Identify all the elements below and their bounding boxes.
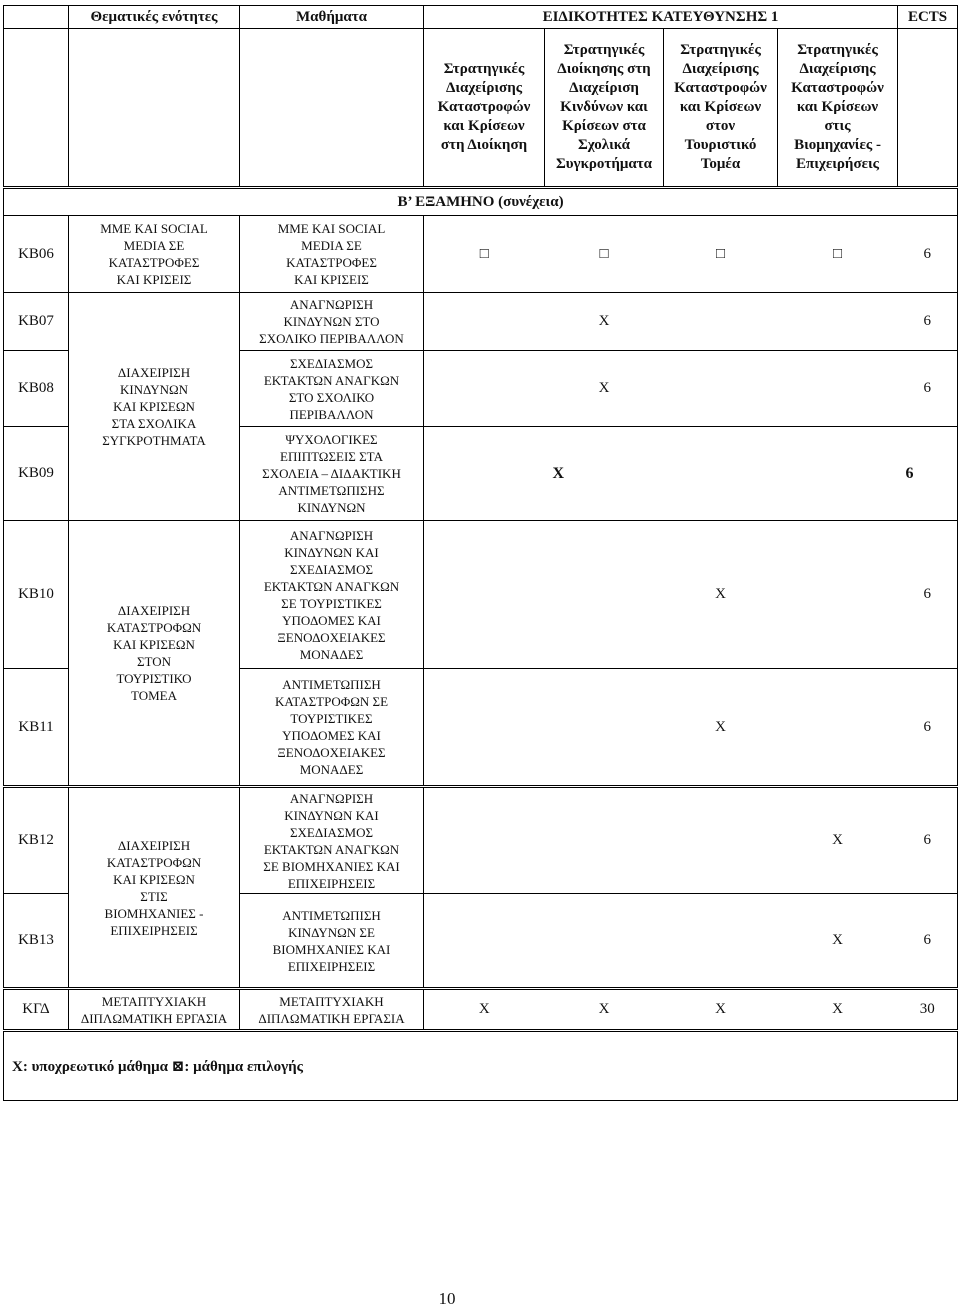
header-blank-cell (4, 29, 69, 188)
course-code: ΚΒ11 (4, 669, 69, 787)
specialization-name: Στρατηγικές Διαχείρισης Καταστροφών και Κρίσεων στις Βιομηχανίες - Επιχειρήσεις (778, 29, 898, 188)
specializations-row (4, 29, 958, 188)
specialization-mark (664, 351, 778, 427)
course-code: ΚΒ06 (4, 216, 69, 293)
course-code: ΚΒ09 (4, 427, 69, 521)
specialization-mark: X (778, 787, 898, 894)
course-code: ΚΒ08 (4, 351, 69, 427)
course-title: ΑΝΑΓΝΩΡΙΣΗ ΚΙΝΔΥΝΩΝ ΚΑΙ ΣΧΕΔΙΑΣΜΟΣ ΕΚΤΑΚΤΩΝ ΑΝΑΓΚΩΝ ΣΕ ΒΙΟΜΗΧΑΝΙΕΣ ΚΑΙ ΕΠΙΧΕΙΡΗΣΕΙΣ (240, 787, 424, 894)
specialization-mark (778, 669, 898, 787)
course-title: ΑΝΑΓΝΩΡΙΣΗ ΚΙΝΔΥΝΩΝ ΣΤΟ ΣΧΟΛΙΚΟ ΠΕΡΙΒΑΛΛΟΝ (240, 293, 424, 351)
ects-credits: 6 (898, 787, 958, 894)
course-row (4, 787, 958, 894)
thematic-unit: ΜΜΕ ΚΑΙ SOCIAL MEDIA ΣΕ ΚΑΤΑΣΤΡΟΦΕΣ ΚΑΙ ΚΡΙΣΕΙΣ (69, 216, 240, 293)
specialization-mark (664, 427, 778, 521)
course-title: ΜΜΕ ΚΑΙ SOCIAL MEDIA ΣΕ ΚΑΤΑΣΤΡΟΦΕΣ ΚΑΙ ΚΡΙΣΕΙΣ (240, 216, 424, 293)
header-blank-cell (898, 29, 958, 188)
course-code: ΚΒ13 (4, 894, 69, 989)
legend: X: υποχρεωτικό μάθημα ⊠: μάθημα επιλογής (4, 1031, 958, 1101)
specialization-mark (424, 521, 545, 669)
course-row (4, 989, 958, 1031)
thematic-unit: ΜΕΤΑΠΤΥΧΙΑΚΗ ΔΙΠΛΩΜΑΤΙΚΗ ΕΡΓΑΣΙΑ (69, 989, 240, 1031)
specialization-mark: X (545, 427, 664, 521)
header-row (4, 6, 958, 29)
ects-credits: 6 (898, 427, 958, 521)
ects-credits: 6 (898, 293, 958, 351)
ects-credits: 6 (898, 521, 958, 669)
header-blank-cell (69, 29, 240, 188)
course-code: ΚΒ07 (4, 293, 69, 351)
curriculum-table (3, 5, 958, 1101)
ects-header: ECTS (898, 6, 958, 29)
specialization-mark: X (664, 669, 778, 787)
elective-box-mark: □ (778, 216, 898, 293)
specialization-name: Στρατηγικές Διαχείρισης Καταστροφών και Κρίσεων στη Διοίκηση (424, 29, 545, 188)
course-title: ΜΕΤΑΠΤΥΧΙΑΚΗ ΔΙΠΛΩΜΑΤΙΚΗ ΕΡΓΑΣΙΑ (240, 989, 424, 1031)
elective-box-mark: □ (424, 216, 545, 293)
specialization-mark (424, 351, 545, 427)
specialization-mark (778, 293, 898, 351)
ects-credits: 6 (898, 351, 958, 427)
specialization-mark (545, 894, 664, 989)
course-code: ΚΓΔ (4, 989, 69, 1031)
elective-box-mark: □ (664, 216, 778, 293)
specialization-mark (778, 521, 898, 669)
thematic-unit: ΔΙΑΧΕΙΡΙΣΗ ΚΑΤΑΣΤΡΟΦΩΝ ΚΑΙ ΚΡΙΣΕΩΝ ΣΤΙΣ ΒΙΟΜΗΧΑΝΙΕΣ - ΕΠΙΧΕΙΡΗΣΕΙΣ (69, 787, 240, 989)
specialization-mark: X (545, 293, 664, 351)
specialization-mark (778, 351, 898, 427)
ects-credits: 30 (898, 989, 958, 1031)
semester-row (4, 188, 958, 216)
course-code: ΚΒ12 (4, 787, 69, 894)
course-title: ΑΝΤΙΜΕΤΩΠΙΣΗ ΚΙΝΔΥΝΩΝ ΣΕ ΒΙΟΜΗΧΑΝΙΕΣ ΚΑΙ ΕΠΙΧΕΙΡΗΣΕΙΣ (240, 894, 424, 989)
header-blank-cell (240, 29, 424, 188)
course-row (4, 293, 958, 351)
course-title: ΑΝΤΙΜΕΤΩΠΙΣΗ ΚΑΤΑΣΤΡΟΦΩΝ ΣΕ ΤΟΥΡΙΣΤΙΚΕΣ ΥΠΟΔΟΜΕΣ ΚΑΙ ΞΕΝΟΔΟΧΕΙΑΚΕΣ ΜΟΝΑΔΕΣ (240, 669, 424, 787)
specialization-mark: X (664, 989, 778, 1031)
specialization-mark: X (664, 521, 778, 669)
thematic-units-header: Θεματικές ενότητες (69, 6, 240, 29)
specialization-mark (778, 427, 898, 521)
specialization-mark (424, 293, 545, 351)
specializations-header: ΕΙΔΙΚΟΤΗΤΕΣ ΚΑΤΕΥΘΥΝΣΗΣ 1 (424, 6, 898, 29)
specialization-mark: X (778, 989, 898, 1031)
course-title: ΑΝΑΓΝΩΡΙΣΗ ΚΙΝΔΥΝΩΝ ΚΑΙ ΣΧΕΔΙΑΣΜΟΣ ΕΚΤΑΚΤΩΝ ΑΝΑΓΚΩΝ ΣΕ ΤΟΥΡΙΣΤΙΚΕΣ ΥΠΟΔΟΜΕΣ ΚΑΙ ΞΕΝΟΔΟΧΕΙΑΚΕΣ ΜΟΝΑΔΕΣ (240, 521, 424, 669)
semester-label: Β’ ΕΞΑΜΗΝΟ (συνέχεια) (4, 188, 958, 216)
thematic-unit: ΔΙΑΧΕΙΡΙΣΗ ΚΙΝΔΥΝΩΝ ΚΑΙ ΚΡΙΣΕΩΝ ΣΤΑ ΣΧΟΛΙΚΑ ΣΥΓΚΡΟΤΗΜΑΤΑ (69, 293, 240, 521)
specialization-mark (424, 669, 545, 787)
course-title: ΣΧΕΔΙΑΣΜΟΣ ΕΚΤΑΚΤΩΝ ΑΝΑΓΚΩΝ ΣΤΟ ΣΧΟΛΙΚΟ ΠΕΡΙΒΑΛΛΟΝ (240, 351, 424, 427)
courses-header: Μαθήματα (240, 6, 424, 29)
specialization-mark (664, 293, 778, 351)
thematic-unit: ΔΙΑΧΕΙΡΙΣΗ ΚΑΤΑΣΤΡΟΦΩΝ ΚΑΙ ΚΡΙΣΕΩΝ ΣΤΟΝ ΤΟΥΡΙΣΤΙΚΟ ΤΟΜΕΑ (69, 521, 240, 787)
legend-row (4, 1031, 958, 1101)
specialization-name: Στρατηγικές Διοίκησης στη Διαχείριση Κινδύνων και Κρίσεων στα Σχολικά Συγκροτήματα (545, 29, 664, 188)
specialization-mark: X (424, 989, 545, 1031)
ects-credits: 6 (898, 669, 958, 787)
page-number: 10 (438, 1289, 456, 1308)
course-row (4, 216, 958, 293)
specialization-mark (545, 787, 664, 894)
specialization-mark: X (778, 894, 898, 989)
ects-credits: 6 (898, 894, 958, 989)
specialization-mark (424, 894, 545, 989)
specialization-mark (545, 669, 664, 787)
ects-credits: 6 (898, 216, 958, 293)
course-title: ΨΥΧΟΛΟΓΙΚΕΣ ΕΠΙΠΤΩΣΕΙΣ ΣΤΑ ΣΧΟΛΕΙΑ – ΔΙΔΑΚΤΙΚΗ ΑΝΤΙΜΕΤΩΠΙΣΗΣ ΚΙΝΔΥΝΩΝ (240, 427, 424, 521)
specialization-mark (424, 787, 545, 894)
specialization-mark: X (545, 351, 664, 427)
specialization-mark (545, 521, 664, 669)
specialization-name: Στρατηγικές Διαχείρισης Καταστροφών και Κρίσεων στον Τουριστικό Τομέα (664, 29, 778, 188)
course-code: ΚΒ10 (4, 521, 69, 669)
specialization-mark (664, 894, 778, 989)
header-blank-cell (4, 6, 69, 29)
specialization-mark: X (545, 989, 664, 1031)
elective-box-mark: □ (545, 216, 664, 293)
course-row (4, 521, 958, 669)
specialization-mark (664, 787, 778, 894)
specialization-mark (424, 427, 545, 521)
